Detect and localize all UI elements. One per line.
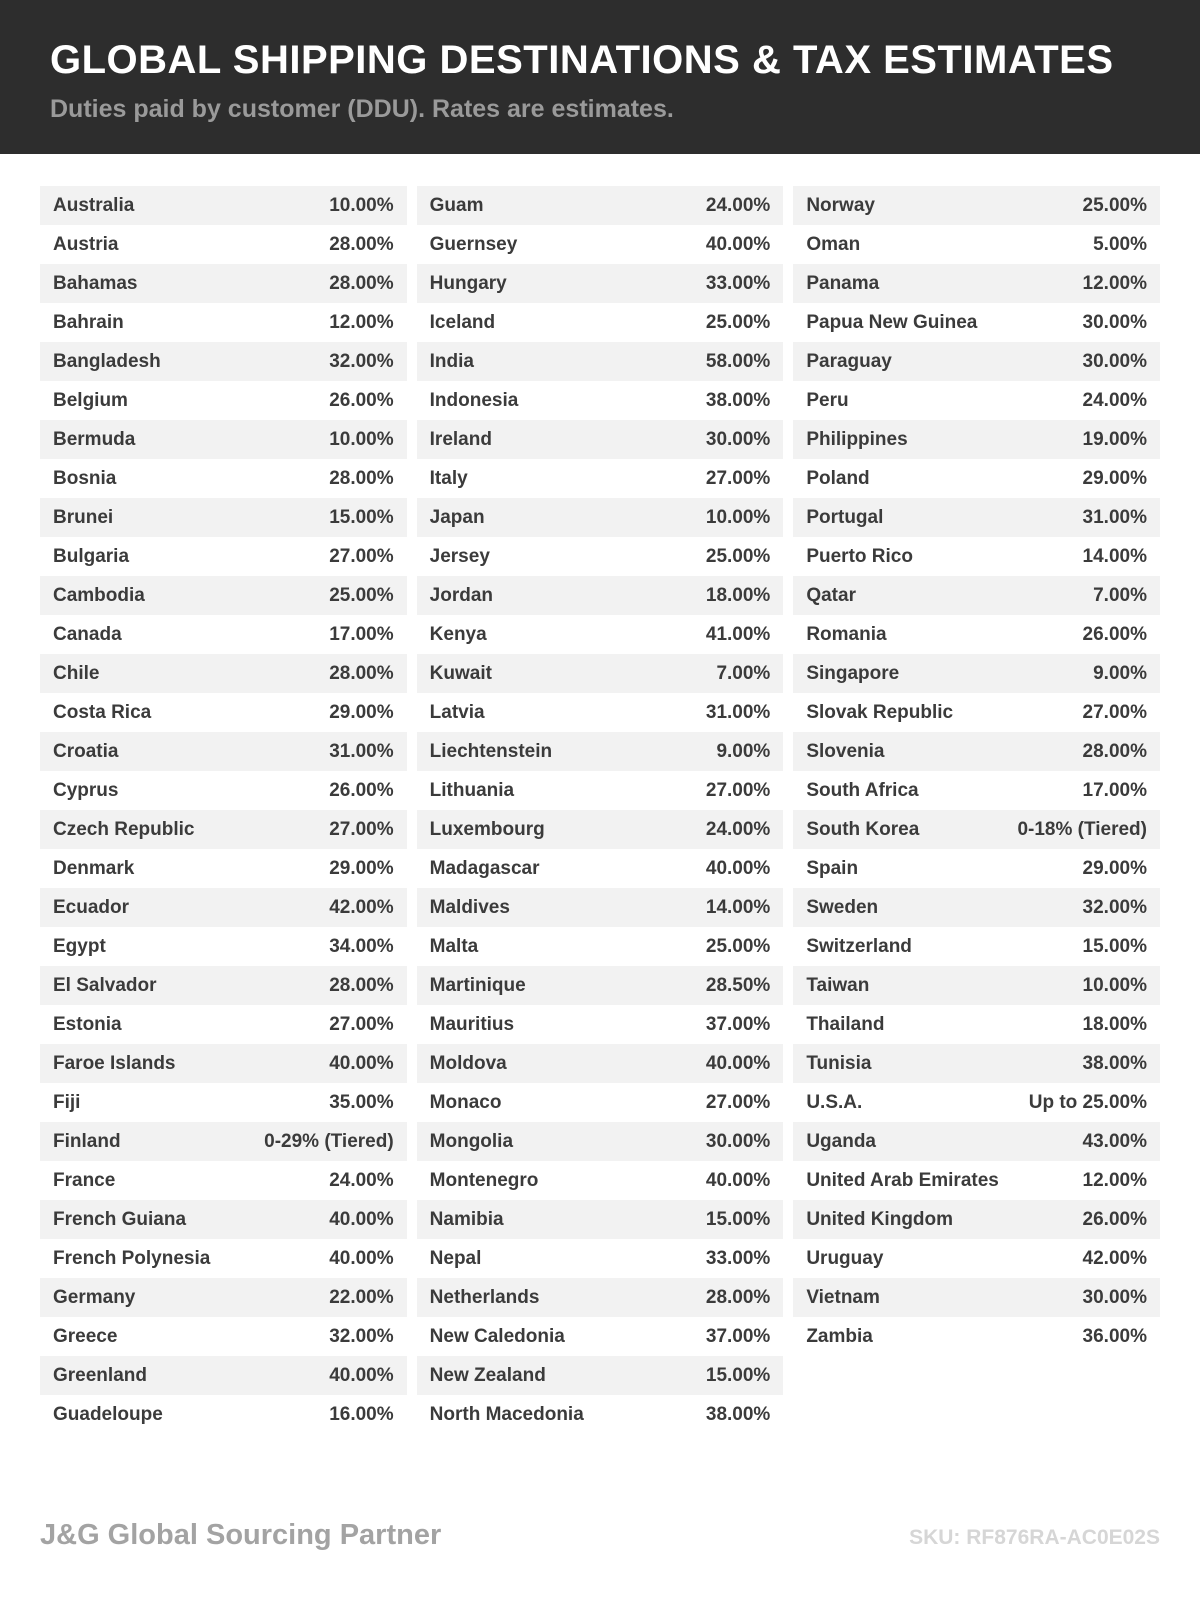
table-row <box>793 1278 1160 1317</box>
tax-rate: 35.00% <box>329 1091 394 1113</box>
tax-rate: 19.00% <box>1082 428 1147 450</box>
table-row <box>793 537 1160 576</box>
country-name: Czech Republic <box>53 818 195 840</box>
tax-rate: 27.00% <box>705 779 771 801</box>
country-name: Panama <box>806 272 880 294</box>
table-row <box>417 1356 784 1395</box>
country-name: Denmark <box>53 857 135 879</box>
tax-rate: 16.00% <box>329 1403 394 1425</box>
country-name: Austria <box>53 233 119 255</box>
tax-rate: 24.00% <box>1082 389 1147 411</box>
brand-name: J&G Global Sourcing Partner <box>40 1519 442 1551</box>
table-row <box>40 459 407 498</box>
tax-rate: 40.00% <box>329 1208 394 1230</box>
tax-rate: 14.00% <box>1082 545 1147 567</box>
table-row <box>793 849 1160 888</box>
table-row <box>793 264 1160 303</box>
table-row <box>793 810 1160 849</box>
tax-rate: 10.00% <box>329 194 394 216</box>
table-row <box>40 186 407 225</box>
table-row <box>417 888 784 927</box>
country-name: Poland <box>806 467 870 489</box>
table-row <box>793 615 1160 654</box>
country-name: Norway <box>806 194 875 216</box>
tax-rate: 40.00% <box>329 1364 394 1386</box>
table-row <box>417 1161 784 1200</box>
table-row <box>793 186 1160 225</box>
tax-rate: 26.00% <box>329 779 394 801</box>
country-name: Jordan <box>429 584 494 606</box>
tax-rate: 14.00% <box>705 896 771 918</box>
country-name: Italy <box>429 467 468 489</box>
tax-rate: 29.00% <box>1082 467 1147 489</box>
tax-rate: 28.00% <box>329 662 394 684</box>
table-row <box>793 693 1160 732</box>
country-name: Ecuador <box>53 896 130 918</box>
country-name: Taiwan <box>806 974 870 996</box>
tax-rate: 58.00% <box>705 350 771 372</box>
country-name: Slovenia <box>806 740 885 762</box>
tax-rate: 17.00% <box>1082 779 1147 801</box>
tax-rate: 10.00% <box>329 428 394 450</box>
tax-rate: 10.00% <box>1082 974 1147 996</box>
table-row <box>793 1122 1160 1161</box>
country-name: Portugal <box>806 506 884 528</box>
country-name: Guam <box>429 194 484 216</box>
country-name: Greece <box>53 1325 118 1347</box>
table-row <box>40 1239 407 1278</box>
tax-rate: 24.00% <box>329 1169 394 1191</box>
tax-rate: 31.00% <box>705 701 771 723</box>
table-row <box>417 1200 784 1239</box>
tax-rate: 27.00% <box>329 545 394 567</box>
country-name: Australia <box>53 194 135 216</box>
table-row <box>40 303 407 342</box>
country-name: Qatar <box>806 584 856 606</box>
tax-rate: 43.00% <box>1082 1130 1147 1152</box>
table-row <box>417 1044 784 1083</box>
table-row <box>40 888 407 927</box>
table-row <box>417 1239 784 1278</box>
tax-rate: 26.00% <box>329 389 394 411</box>
country-name: India <box>429 350 474 372</box>
tax-rate: 15.00% <box>705 1364 771 1386</box>
country-name: Monaco <box>429 1091 502 1113</box>
country-name: Japan <box>429 506 485 528</box>
tax-rate: 28.00% <box>329 233 394 255</box>
tax-rate: 15.00% <box>329 506 394 528</box>
country-name: Moldova <box>429 1052 507 1074</box>
tax-rate: 24.00% <box>705 818 771 840</box>
country-name: Iceland <box>429 311 496 333</box>
rate-column <box>793 186 1160 1356</box>
tax-rate: 30.00% <box>1082 1286 1147 1308</box>
tax-rate: 30.00% <box>1082 311 1147 333</box>
tax-rate: 38.00% <box>705 1403 771 1425</box>
country-name: United Kingdom <box>806 1208 954 1230</box>
table-row <box>793 1317 1160 1356</box>
tax-rate: 7.00% <box>716 662 771 684</box>
table-row <box>793 1200 1160 1239</box>
table-row <box>40 771 407 810</box>
table-row <box>40 615 407 654</box>
tax-rate: 18.00% <box>1082 1013 1147 1035</box>
country-name: Cyprus <box>53 779 119 801</box>
table-row <box>793 1239 1160 1278</box>
table-row <box>793 1005 1160 1044</box>
table-row <box>40 654 407 693</box>
tax-rate: 25.00% <box>705 545 771 567</box>
tax-rate: 38.00% <box>1082 1052 1147 1074</box>
tax-rate: 33.00% <box>705 272 771 294</box>
tax-rate: 42.00% <box>1082 1247 1147 1269</box>
table-row <box>40 849 407 888</box>
country-name: Oman <box>806 233 861 255</box>
table-row <box>793 420 1160 459</box>
country-name: Luxembourg <box>429 818 545 840</box>
country-name: North Macedonia <box>429 1403 584 1425</box>
table-row <box>417 381 784 420</box>
table-row <box>793 1044 1160 1083</box>
country-name: Canada <box>53 623 122 645</box>
tax-rate: 15.00% <box>1082 935 1147 957</box>
tax-rate: 40.00% <box>705 1169 771 1191</box>
tax-rate: 12.00% <box>329 311 394 333</box>
table-row <box>40 810 407 849</box>
tax-rate: 26.00% <box>1082 623 1147 645</box>
table-row <box>40 1122 407 1161</box>
tax-rate: 32.00% <box>329 350 394 372</box>
country-name: Uganda <box>806 1130 877 1152</box>
country-name: Puerto Rico <box>806 545 913 567</box>
page-footer <box>40 1519 1160 1552</box>
tax-rate: 30.00% <box>705 428 771 450</box>
table-row <box>793 459 1160 498</box>
country-name: Greenland <box>53 1364 147 1386</box>
tax-rate: 25.00% <box>705 935 771 957</box>
country-name: Guernsey <box>429 233 518 255</box>
country-name: Fiji <box>53 1091 81 1113</box>
country-name: New Zealand <box>429 1364 546 1386</box>
tax-rate: 37.00% <box>705 1013 771 1035</box>
country-name: Jersey <box>429 545 490 567</box>
tax-rate: 30.00% <box>1082 350 1147 372</box>
table-row <box>793 1161 1160 1200</box>
tax-rate-table <box>0 186 1200 1434</box>
tax-rate: 25.00% <box>1082 194 1147 216</box>
country-name: New Caledonia <box>429 1325 565 1347</box>
tax-rate: 42.00% <box>329 896 394 918</box>
country-name: Sweden <box>806 896 879 918</box>
tax-rate: 33.00% <box>705 1247 771 1269</box>
table-row <box>40 1005 407 1044</box>
country-name: Cambodia <box>53 584 145 606</box>
table-row <box>40 1200 407 1239</box>
tax-rate: 24.00% <box>705 194 771 216</box>
tax-rate: 0-18% (Tiered) <box>1017 818 1147 840</box>
country-name: Bangladesh <box>53 350 161 372</box>
tax-rate: Up to 25.00% <box>1028 1091 1147 1113</box>
table-row <box>417 1083 784 1122</box>
page-header <box>0 0 1200 154</box>
country-name: Kenya <box>429 623 487 645</box>
country-name: Thailand <box>806 1013 885 1035</box>
tax-rate: 30.00% <box>705 1130 771 1152</box>
table-row <box>793 498 1160 537</box>
tax-rate: 28.00% <box>329 272 394 294</box>
country-name: U.S.A. <box>806 1091 863 1113</box>
country-name: Costa Rica <box>53 701 152 723</box>
table-row <box>40 1083 407 1122</box>
tax-rate: 18.00% <box>705 584 771 606</box>
tax-rate: 27.00% <box>705 467 771 489</box>
table-row <box>417 225 784 264</box>
tax-rate: 15.00% <box>705 1208 771 1230</box>
country-name: Spain <box>806 857 859 879</box>
tax-rate: 40.00% <box>705 857 771 879</box>
table-row <box>793 927 1160 966</box>
tax-rate: 41.00% <box>705 623 771 645</box>
country-name: France <box>53 1169 116 1191</box>
country-name: Finland <box>53 1130 121 1152</box>
country-name: Paraguay <box>806 350 892 372</box>
country-name: Netherlands <box>429 1286 540 1308</box>
country-name: South Korea <box>806 818 920 840</box>
table-row <box>793 381 1160 420</box>
tax-rate: 28.00% <box>329 467 394 489</box>
page-title: GLOBAL SHIPPING DESTINATIONS & TAX ESTIMATES <box>50 38 1114 82</box>
country-name: Brunei <box>53 506 114 528</box>
tax-rate: 31.00% <box>329 740 394 762</box>
table-row <box>793 654 1160 693</box>
table-row <box>793 576 1160 615</box>
country-name: Croatia <box>53 740 119 762</box>
country-name: Philippines <box>806 428 908 450</box>
table-row <box>40 264 407 303</box>
tax-rate: 40.00% <box>705 233 771 255</box>
table-row <box>417 693 784 732</box>
country-name: Bahrain <box>53 311 124 333</box>
table-row <box>417 576 784 615</box>
table-row <box>40 1161 407 1200</box>
country-name: Kuwait <box>429 662 492 684</box>
tax-rate: 36.00% <box>1082 1325 1147 1347</box>
table-row <box>417 420 784 459</box>
rate-column <box>40 186 407 1434</box>
table-row <box>417 1278 784 1317</box>
tax-rate: 12.00% <box>1082 1169 1147 1191</box>
table-row <box>417 927 784 966</box>
country-name: French Polynesia <box>53 1247 211 1269</box>
country-name: Montenegro <box>429 1169 539 1191</box>
table-row <box>40 1356 407 1395</box>
page-subtitle: Duties paid by customer (DDU). Rates are estimates. <box>50 95 674 123</box>
table-row <box>417 498 784 537</box>
tax-rate: 5.00% <box>1093 233 1147 255</box>
country-name: Germany <box>53 1286 136 1308</box>
tax-rate: 9.00% <box>1093 662 1147 684</box>
tax-rate: 27.00% <box>329 1013 394 1035</box>
tax-rate: 40.00% <box>705 1052 771 1074</box>
tax-rate: 31.00% <box>1082 506 1147 528</box>
table-row <box>417 1122 784 1161</box>
table-row <box>417 303 784 342</box>
tax-rate: 10.00% <box>705 506 771 528</box>
country-name: Uruguay <box>806 1247 884 1269</box>
table-row <box>40 381 407 420</box>
country-name: Indonesia <box>429 389 519 411</box>
table-row <box>793 888 1160 927</box>
table-row <box>40 537 407 576</box>
tax-rate: 25.00% <box>705 311 771 333</box>
table-row <box>40 1395 407 1434</box>
table-row <box>417 615 784 654</box>
country-name: Latvia <box>429 701 485 723</box>
table-row <box>793 303 1160 342</box>
table-row <box>40 1317 407 1356</box>
table-row <box>417 264 784 303</box>
table-row <box>417 732 784 771</box>
tax-rate: 12.00% <box>1082 272 1147 294</box>
tax-rate: 40.00% <box>329 1247 394 1269</box>
table-row <box>417 459 784 498</box>
tax-rate: 32.00% <box>1082 896 1147 918</box>
tax-rate: 27.00% <box>1082 701 1147 723</box>
country-name: Singapore <box>806 662 900 684</box>
table-row <box>40 225 407 264</box>
country-name: Bosnia <box>53 467 117 489</box>
table-row <box>793 966 1160 1005</box>
table-row <box>793 225 1160 264</box>
tax-rate: 40.00% <box>329 1052 394 1074</box>
country-name: Liechtenstein <box>429 740 553 762</box>
table-row <box>40 732 407 771</box>
table-row <box>40 966 407 1005</box>
country-name: Slovak Republic <box>806 701 954 723</box>
country-name: Peru <box>806 389 849 411</box>
tax-rate: 29.00% <box>329 701 394 723</box>
tax-rate: 32.00% <box>329 1325 394 1347</box>
country-name: Bermuda <box>53 428 136 450</box>
table-row <box>793 342 1160 381</box>
table-row <box>417 771 784 810</box>
tax-rate: 27.00% <box>705 1091 771 1113</box>
country-name: Bahamas <box>53 272 138 294</box>
tax-rate: 34.00% <box>329 935 394 957</box>
country-name: Romania <box>806 623 887 645</box>
country-name: Martinique <box>429 974 526 996</box>
table-row <box>40 1278 407 1317</box>
country-name: Papua New Guinea <box>806 311 978 333</box>
rate-column <box>417 186 784 1434</box>
tax-rate: 37.00% <box>705 1325 771 1347</box>
country-name: Mongolia <box>429 1130 514 1152</box>
table-row <box>40 342 407 381</box>
country-name: Chile <box>53 662 100 684</box>
tax-rate: 25.00% <box>329 584 394 606</box>
country-name: French Guiana <box>53 1208 187 1230</box>
tax-rate: 28.50% <box>705 974 771 996</box>
country-name: Maldives <box>429 896 510 918</box>
table-row <box>40 1044 407 1083</box>
country-name: Bulgaria <box>53 545 130 567</box>
tax-rate: 28.00% <box>705 1286 771 1308</box>
table-row <box>417 849 784 888</box>
country-name: Guadeloupe <box>53 1403 163 1425</box>
table-row <box>417 1395 784 1434</box>
table-row <box>417 1005 784 1044</box>
tax-rate: 28.00% <box>1082 740 1147 762</box>
country-name: Mauritius <box>429 1013 515 1035</box>
sku-label: SKU: RF876RA-AC0E02S <box>909 1526 1160 1549</box>
country-name: Hungary <box>429 272 507 294</box>
table-row <box>793 732 1160 771</box>
country-name: Belgium <box>53 389 128 411</box>
tax-rate: 26.00% <box>1082 1208 1147 1230</box>
table-row <box>40 420 407 459</box>
table-row <box>417 810 784 849</box>
table-row <box>40 576 407 615</box>
tax-rate: 38.00% <box>705 389 771 411</box>
country-name: Estonia <box>53 1013 122 1035</box>
table-row <box>417 654 784 693</box>
country-name: Faroe Islands <box>53 1052 176 1074</box>
tax-rate: 29.00% <box>329 857 394 879</box>
country-name: Zambia <box>806 1325 873 1347</box>
tax-rate: 29.00% <box>1082 857 1147 879</box>
tax-rate: 0-29% (Tiered) <box>264 1130 394 1152</box>
country-name: Vietnam <box>806 1286 880 1308</box>
country-name: Switzerland <box>806 935 912 957</box>
tax-rate: 17.00% <box>329 623 394 645</box>
country-name: Egypt <box>53 935 106 957</box>
country-name: Tunisia <box>806 1052 872 1074</box>
country-name: South Africa <box>806 779 919 801</box>
country-name: Madagascar <box>429 857 540 879</box>
tax-rate: 9.00% <box>716 740 771 762</box>
tax-rate: 27.00% <box>329 818 394 840</box>
table-row <box>417 1317 784 1356</box>
table-row <box>40 498 407 537</box>
tax-rate: 7.00% <box>1093 584 1147 606</box>
table-row <box>417 537 784 576</box>
table-row <box>40 927 407 966</box>
country-name: Namibia <box>429 1208 504 1230</box>
table-row <box>417 966 784 1005</box>
country-name: Lithuania <box>429 779 515 801</box>
table-row <box>417 342 784 381</box>
table-row <box>793 1083 1160 1122</box>
country-name: United Arab Emirates <box>806 1169 999 1191</box>
country-name: Nepal <box>429 1247 482 1269</box>
country-name: Malta <box>429 935 479 957</box>
table-row <box>40 693 407 732</box>
table-row <box>793 771 1160 810</box>
country-name: Ireland <box>429 428 492 450</box>
tax-rate: 22.00% <box>329 1286 394 1308</box>
country-name: El Salvador <box>53 974 157 996</box>
tax-rate: 28.00% <box>329 974 394 996</box>
table-row <box>417 186 784 225</box>
